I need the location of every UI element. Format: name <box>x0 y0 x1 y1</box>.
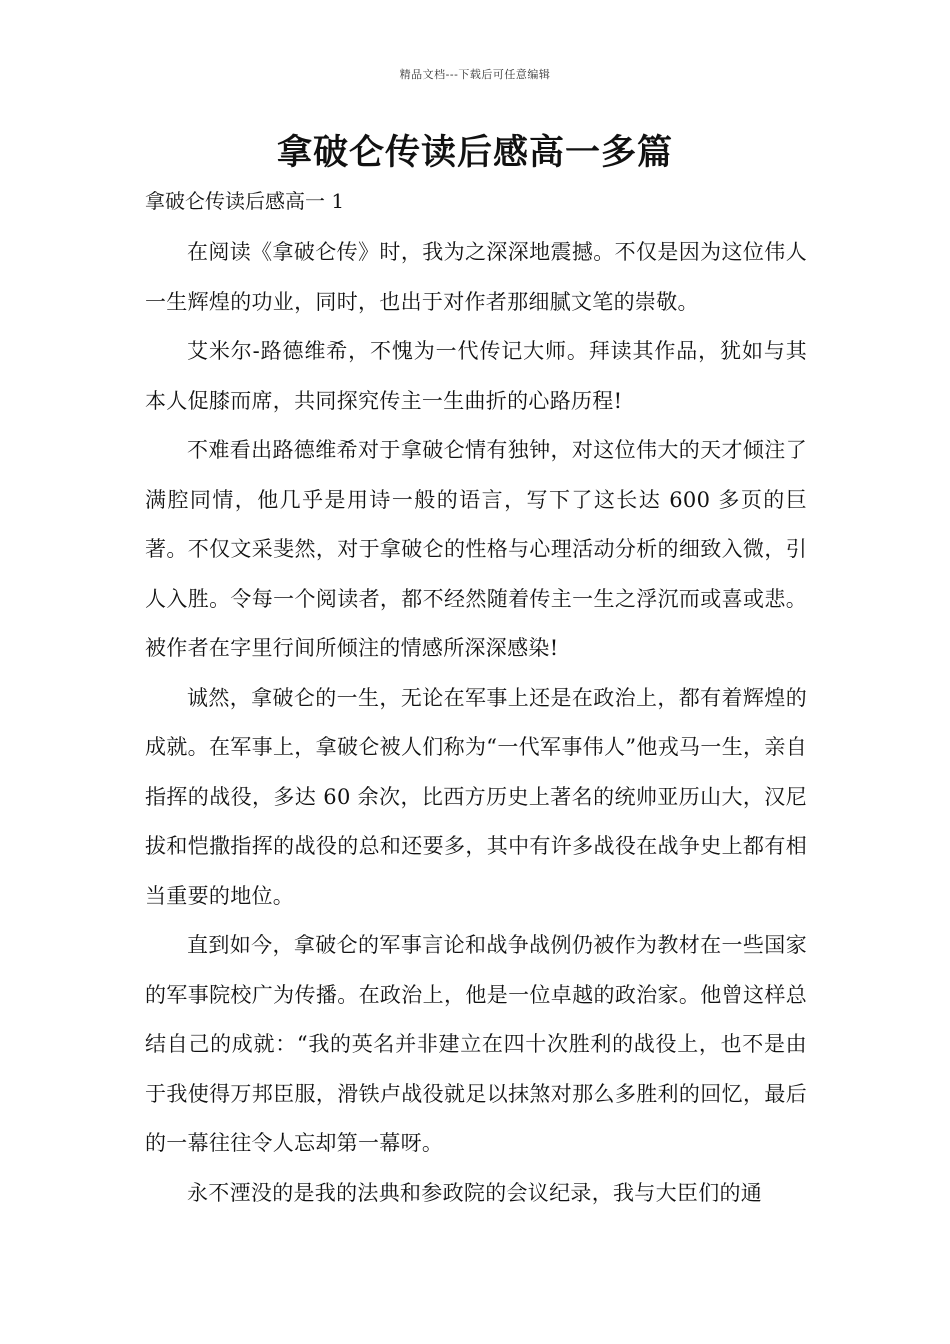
document-subtitle: 拿破仑传读后感高一 1 <box>145 189 345 213</box>
document-body <box>145 228 807 1218</box>
body-paragraph: 在阅读《拿破仑传》时，我为之深深地震撼。不仅是因为这位伟人一生辉煌的功业，同时，也出于对作者那细腻文笔的崇敬。 <box>145 240 807 314</box>
body-paragraph: 直到如今，拿破仑的军事言论和战争战例仍被作为教材在一些国家的军事院校广为传播。在政治上，他是一位卓越的政治家。他曾这样总结自己的成就：“我的英名并非建立在四十次胜利的战役上，也不是由于我使得万邦臣服，滑铁卢战役就足以抹煞对那么多胜利的回忆，最后的一幕往往令人忘却第一幕呀。 <box>145 933 807 1155</box>
body-paragraph: 艾米尔-路德维希，不愧为一代传记大师。拜读其作品，犹如与其本人促膝而席，共同探究传主一生曲折的心路历程! <box>145 339 807 413</box>
document-title: 拿破仑传读后感高一多篇 <box>276 133 673 173</box>
body-paragraph: 永不湮没的是我的法典和参政院的会议纪录，我与大臣们的通 <box>187 1180 763 1205</box>
body-paragraph: 诚然，拿破仑的一生，无论在军事上还是在政治上，都有着辉煌的成就。在军事上，拿破仑被人们称为“一代军事伟人”他戎马一生，亲自指挥的战役，多达 60 余次，比西方历史上著名的统帅亚历山大，汉尼拔和恺撒指挥的战役的总和还要多，其中有许多战役在战争史上都有相当重要的地位。 <box>145 685 807 908</box>
page-header: 精品文档---下载后可任意编辑 <box>399 68 551 81</box>
body-paragraph: 不难看出路德维希对于拿破仑情有独钟，对这位伟大的天才倾注了满腔同情，他几乎是用诗一般的语言，写下了这长达 600 多页的巨著。不仅文采斐然，对于拿破仑的性格与心理活动分析的细致入微，引人入胜。令每一个阅读者，都不经然随着传主一生之浮沉而或喜或悲。被作者在字里行间所倾注的情感所深深感染! <box>145 438 807 660</box>
